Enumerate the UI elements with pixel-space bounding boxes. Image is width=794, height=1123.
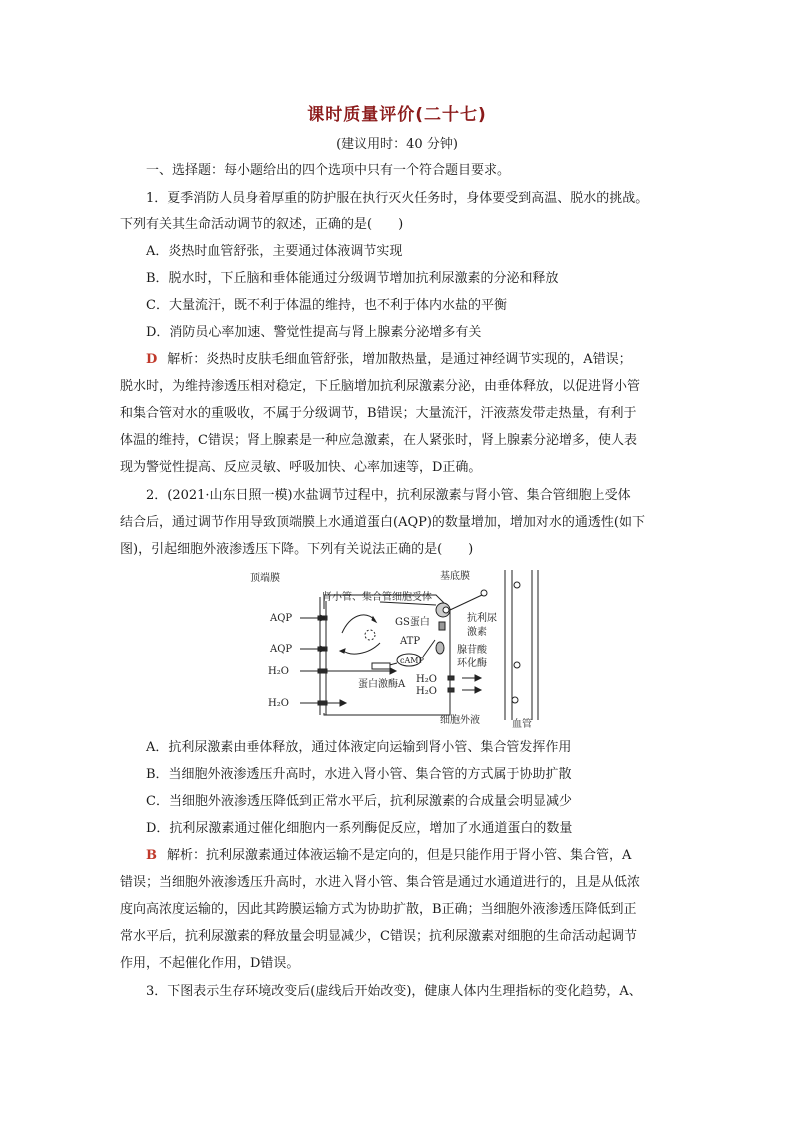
q1-explanation-line-5: 现为警觉性提高、反应灵敏、呼吸加快、心率加速等，D正确。 [120, 460, 482, 475]
q3-stem-line-1: 3．下图表示生存环境改变后(虚线后开始改变)，健康人体内生理指标的变化趋势，A、 [146, 984, 642, 999]
q1-option-b: B．脱水时，下丘脑和垂体能通过分级调节增加抗利尿激素的分泌和释放 [146, 271, 559, 286]
q2-stem-line-3: 图)，引起细胞外液渗透压下降。下列有关说法正确的是( ) [120, 542, 474, 557]
label-h2o-1: H₂O [268, 666, 289, 677]
label-cyclase-2: 环化酶 [457, 658, 487, 669]
label-gs-protein: GS蛋白 [395, 617, 430, 628]
label-adh-2: 激素 [467, 627, 487, 638]
label-camp: cAMP [400, 656, 424, 665]
section-heading: 一、选择题：每小题给出的四个选项中只有一个符合题目要求。 [146, 163, 511, 178]
q1-explanation-line-4: 体温的维持，C错误；肾上腺素是一种应急激素，在人紧张时，肾上腺素分泌增多，使人表 [120, 433, 637, 448]
q1-answer: D [146, 352, 158, 367]
q2-explanation-line-2: 错误；当细胞外液渗透压升高时，水进入肾小管、集合管是通过水通道进行的，且是从低浓 [120, 875, 641, 890]
q1-explanation-line-2: 脱水时，为维持渗透压相对稳定，下丘脑增加抗利尿激素分泌，由垂体释放，以促进肾小管 [120, 379, 641, 394]
q1-option-d: D．消防员心率加速、警觉性提高与肾上腺素分泌增多有关 [146, 325, 482, 340]
page-subtitle: (建议用时：40 分钟) [336, 137, 458, 152]
vesicle [365, 630, 375, 640]
q1-explanation-line-3: 和集合管对水的重吸收，不属于分级调节，B错误；大量流汗，汗液蒸发带走热量，有利于 [120, 406, 637, 421]
label-h2o-4: H₂O [416, 686, 437, 697]
label-receptor: 肾小管、集合管细胞受体 [322, 592, 432, 603]
cyclase-shape [436, 642, 444, 654]
q1-explanation-line-1 [146, 351, 706, 369]
q2-stem-line-1: 2．(2021·山东日照一模)水盐调节过程中，抗利尿激素与肾小管、集合管细胞上受体 [146, 488, 631, 503]
label-kinase-a: 蛋白激酶A [358, 679, 406, 690]
q2-option-a: A．抗利尿激素由垂体释放，通过体液定向运输到肾小管、集合管发挥作用 [146, 740, 572, 755]
label-apical-membrane: 顶端膜 [250, 573, 280, 584]
q1-option-a: A．炎热时血管舒张，主要通过体液调节实现 [146, 244, 403, 259]
q1-explanation-text: 解析：炎热时皮肤毛细血管舒张，增加散热量，是通过神经调节实现的，A错误； [167, 352, 632, 367]
label-extracellular-fluid: 细胞外液 [440, 715, 480, 726]
q2-explanation-line-3: 度向高浓度运输的，因此其跨膜运输方式为协助扩散，B正确；当细胞外液渗透压降低到正 [120, 902, 637, 917]
q2-explanation-line-1 [146, 847, 706, 865]
q1-stem-line-2: 下列有关其生命活动调节的叙述，正确的是( ) [120, 217, 404, 232]
adh-cell-figure [250, 565, 550, 730]
q2-option-c: C．当细胞外液渗透压降低到正常水平后，抗利尿激素的合成量会明显减少 [146, 794, 572, 809]
q2-answer: B [146, 848, 157, 863]
q2-explanation-line-4: 常水平后，抗利尿激素的释放量会明显减少，C错误；抗利尿激素对细胞的生命活动起调节 [120, 929, 637, 944]
label-adh-1: 抗利尿 [467, 613, 497, 624]
cell-outline [324, 595, 450, 715]
page-title: 课时质量评价(二十七) [307, 105, 487, 125]
label-blood-vessel: 血管 [512, 719, 532, 730]
q2-option-d: D．抗利尿激素通过催化细胞内一系列酶促反应，增加了水通道蛋白的数量 [146, 821, 573, 836]
q2-explanation-line-5: 作用，不起催化作用，D错误。 [120, 956, 300, 971]
label-atp: ATP [400, 636, 421, 647]
label-aqp-1: AQP [270, 613, 293, 624]
q2-explanation-text: 解析：抗利尿激素通过体液运输不是定向的，但是只能作用于肾小管、集合管，A [167, 848, 632, 863]
label-cyclase-1: 腺苷酸 [457, 645, 487, 656]
q2-option-b: B．当细胞外液渗透压升高时，水进入肾小管、集合管的方式属于协助扩散 [146, 767, 572, 782]
label-aqp-2: AQP [270, 644, 293, 655]
adh-molecule [481, 590, 487, 596]
label-basal-membrane: 基底膜 [440, 571, 470, 582]
label-h2o-3: H₂O [416, 674, 437, 685]
q1-stem-line-1: 1．夏季消防人员身着厚重的防护服在执行灭火任务时，身体要受到高温、脱水的挑战。 [146, 191, 649, 206]
gs-protein [439, 622, 445, 630]
q1-option-c: C．大量流汗，既不利于体温的维持，也不利于体内水盐的平衡 [146, 298, 507, 313]
label-h2o-2: H₂O [268, 698, 289, 709]
q2-stem-line-2: 结合后，通过调节作用导致顶端膜上水通道蛋白(AQP)的数量增加，增加对水的通透性(如下 [120, 515, 646, 530]
